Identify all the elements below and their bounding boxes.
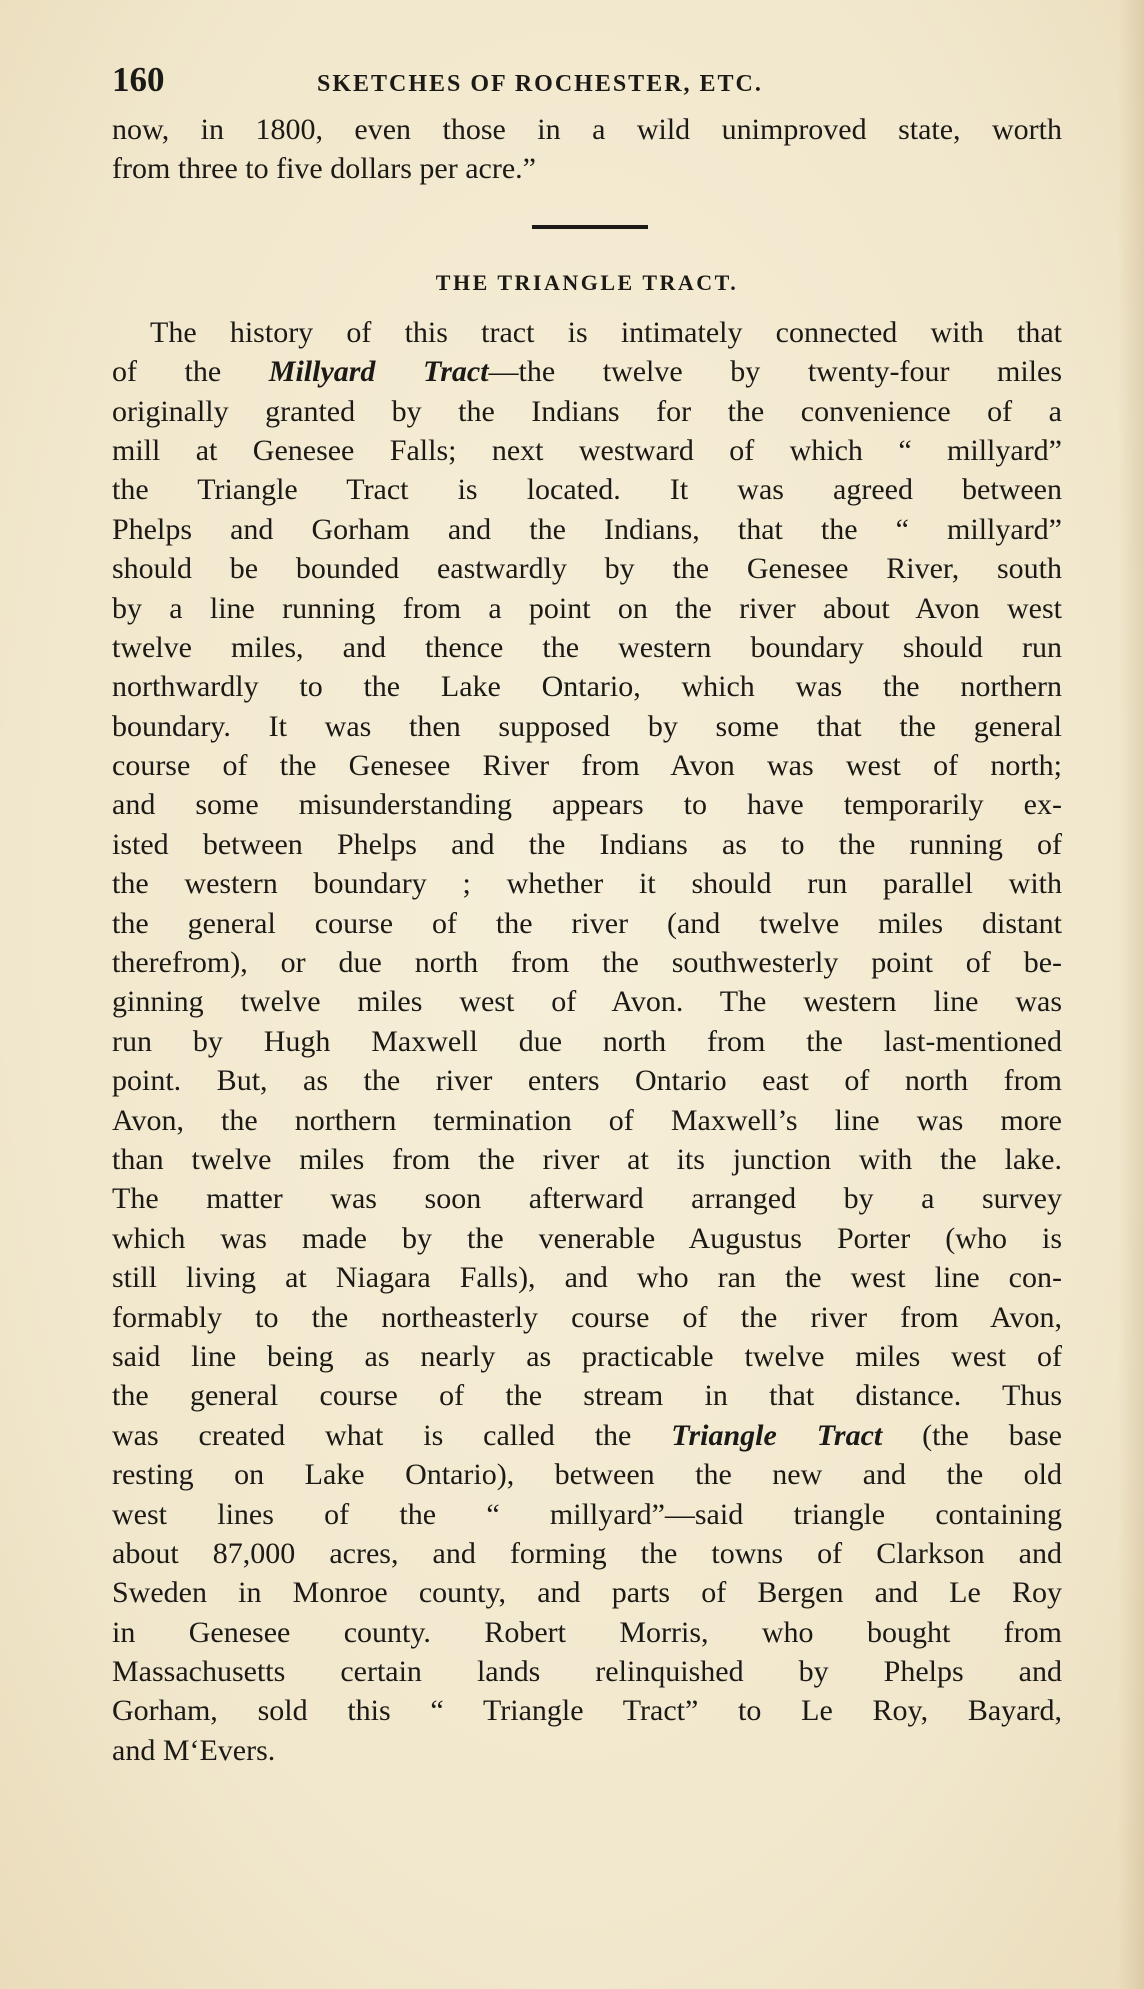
italic-term: Millyard Tract [268, 355, 489, 389]
page-text [112, 60, 1062, 1770]
section-divider [112, 189, 1062, 253]
paragraph-line: in Genesee county. Robert Morris, who bought from [112, 1615, 1062, 1649]
line-text: (the base [882, 1418, 1062, 1452]
paragraph-line: mill at Genesee Falls; next westward of which “ millyard” [112, 433, 1062, 467]
paragraph-line: twelve miles, and thence the western boundary should run [112, 630, 1062, 664]
paragraph-line: resting on Lake Ontario), between the new and the old [112, 1458, 1062, 1492]
paragraph-line: formably to the northeasterly course of the river from Avon, [112, 1300, 1062, 1334]
italic-term: Triangle Tract [671, 1418, 883, 1452]
line-text: was created what is called the [112, 1418, 672, 1452]
paragraph-line: isted between Phelps and the Indians as to the running of [112, 827, 1062, 861]
paragraph-line: and M‘Evers. [112, 1733, 276, 1767]
paragraph-line: Sweden in Monroe county, and parts of Bergen and Le Roy [112, 1576, 1062, 1610]
paragraph-line: the western boundary ; whether it should run parallel with [112, 867, 1062, 901]
paragraph-line: Massachusetts certain lands relinquished by Phelps and [112, 1655, 1062, 1689]
paragraph-line: west lines of the “ millyard”—said triangle containing [112, 1497, 1062, 1531]
paragraph-line: said line being as nearly as practicable twelve miles west of [112, 1339, 1062, 1373]
running-head-title: SKETCHES OF ROCHESTER, ETC. [317, 71, 763, 97]
paragraph-line: therefrom), or due north from the southwesterly point of be- [112, 946, 1062, 980]
paragraph-line: course of the Genesee River from Avon was west of north; [112, 749, 1062, 783]
paragraph-line: run by Hugh Maxwell due north from the last-mentioned [112, 1024, 1062, 1058]
paragraph-line: northwardly to the Lake Ontario, which was the northern [112, 670, 1062, 704]
opening-line: from three to five dollars per acre.” [112, 152, 536, 186]
opening-line: now, in 1800, even those in a wild unimproved state, worth [112, 113, 1062, 146]
paragraph-line: by a line running from a point on the river about Avon west [112, 591, 1062, 625]
page-number: 160 [112, 60, 165, 99]
paragraph-line: originally granted by the Indians for the convenience of a [112, 394, 1062, 428]
paragraph-line [112, 1416, 1062, 1455]
line-text: —the twelve by twenty-four miles [488, 355, 1062, 389]
paragraph-line: ginning twelve miles west of Avon. The western line was [112, 985, 1062, 1019]
paragraph-line: The matter was soon afterward arranged by a survey [112, 1182, 1062, 1216]
paragraph-line: boundary. It was then supposed by some that the general [112, 709, 1062, 743]
paragraph-line [112, 352, 1062, 391]
paragraph-line: point. But, as the river enters Ontario east of north from [112, 1064, 1062, 1098]
paragraph-line: about 87,000 acres, and forming the towns of Clarkson and [112, 1536, 1062, 1570]
line-text: of the [112, 355, 269, 389]
paragraph-line: the general course of the river (and twelve miles distant [112, 906, 1062, 940]
paragraph-line: still living at Niagara Falls), and who ran the west line con- [112, 1261, 1062, 1295]
paragraph-line: Gorham, sold this “ Triangle Tract” to Le Roy, Bayard, [112, 1694, 1062, 1728]
paragraph-line: Avon, the northern termination of Maxwell’s line was more [112, 1103, 1062, 1137]
paragraph-line: which was made by the venerable Augustus Porter (who is [112, 1221, 1062, 1255]
paragraph-line: than twelve miles from the river at its junction with the lake. [112, 1142, 1062, 1176]
paragraph-line: The history of this tract is intimately connected with that [150, 315, 1062, 349]
paragraph-line: and some misunderstanding appears to have temporarily ex- [112, 788, 1062, 822]
paragraph-line: the general course of the stream in that distance. Thus [112, 1379, 1062, 1413]
divider-rule [532, 225, 648, 229]
running-head [112, 60, 1062, 110]
paragraph-line: should be bounded eastwardly by the Genesee River, south [112, 552, 1062, 586]
paragraph-line: Phelps and Gorham and the Indians, that the “ millyard” [112, 512, 1062, 546]
paragraph-line: the Triangle Tract is located. It was agreed between [112, 473, 1062, 507]
section-title: THE TRIANGLE TRACT. [435, 269, 739, 295]
